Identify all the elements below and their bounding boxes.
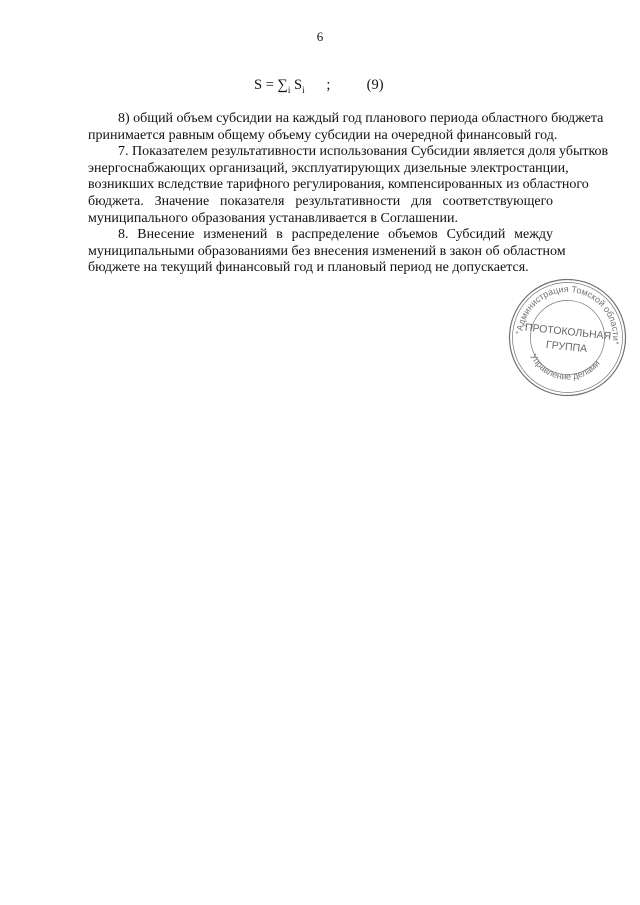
text-line: бюджета. Значение показателя результативности для соответствующего xyxy=(88,193,553,209)
stamp-top-text: Администрация Томской области xyxy=(514,283,622,341)
text-line: принимается равным общему объему субсидии на очередной финансовый год. xyxy=(88,127,558,143)
text-line: 8) общий объем субсидии на каждый год планового периода областного бюджета xyxy=(118,111,604,126)
stamp-bottom-text: Управление делами xyxy=(528,352,602,382)
formula-term: S xyxy=(290,77,303,93)
text-line: муниципального образования устанавливается в Соглашении. xyxy=(88,210,459,226)
formula-separator: ; xyxy=(304,77,367,93)
text-line: 7. Показателем результативности использования Субсидии является доля убытков xyxy=(118,144,609,160)
text-line: энергоснабжающих организаций, эксплуатирующих дизельные электростанции, xyxy=(88,160,569,176)
formula-lhs: S = ∑ xyxy=(254,77,288,93)
formula-9 xyxy=(254,77,384,95)
svg-text:Управление делами xyxy=(526,351,602,385)
svg-text:*: * xyxy=(615,340,620,349)
stamp-center-line2: ГРУППА xyxy=(545,338,588,356)
paragraph xyxy=(88,227,566,277)
formula-sub: i xyxy=(302,84,305,95)
text-line: возникших вследствие тарифного регулирования, компенсированных из областного xyxy=(88,177,589,193)
text-line: муниципальными образованиями без внесения изменений в закон об областном xyxy=(88,243,566,259)
paragraph xyxy=(88,111,604,144)
text-line: 8. Внесение изменений в распределение объемов Субсидий между xyxy=(118,227,553,243)
document-body xyxy=(88,111,609,277)
page-number: 6 xyxy=(316,29,324,44)
stamp-center-line1: ПРОТОКОЛЬНАЯ xyxy=(524,321,612,343)
text-line: бюджете на текущий финансовый год и плановый период не допускается. xyxy=(88,260,529,276)
svg-text:*: * xyxy=(514,329,520,338)
paragraph xyxy=(88,144,609,227)
formula-number: (9) xyxy=(366,77,384,93)
formula-sub: i xyxy=(287,84,291,95)
official-stamp xyxy=(499,269,636,406)
